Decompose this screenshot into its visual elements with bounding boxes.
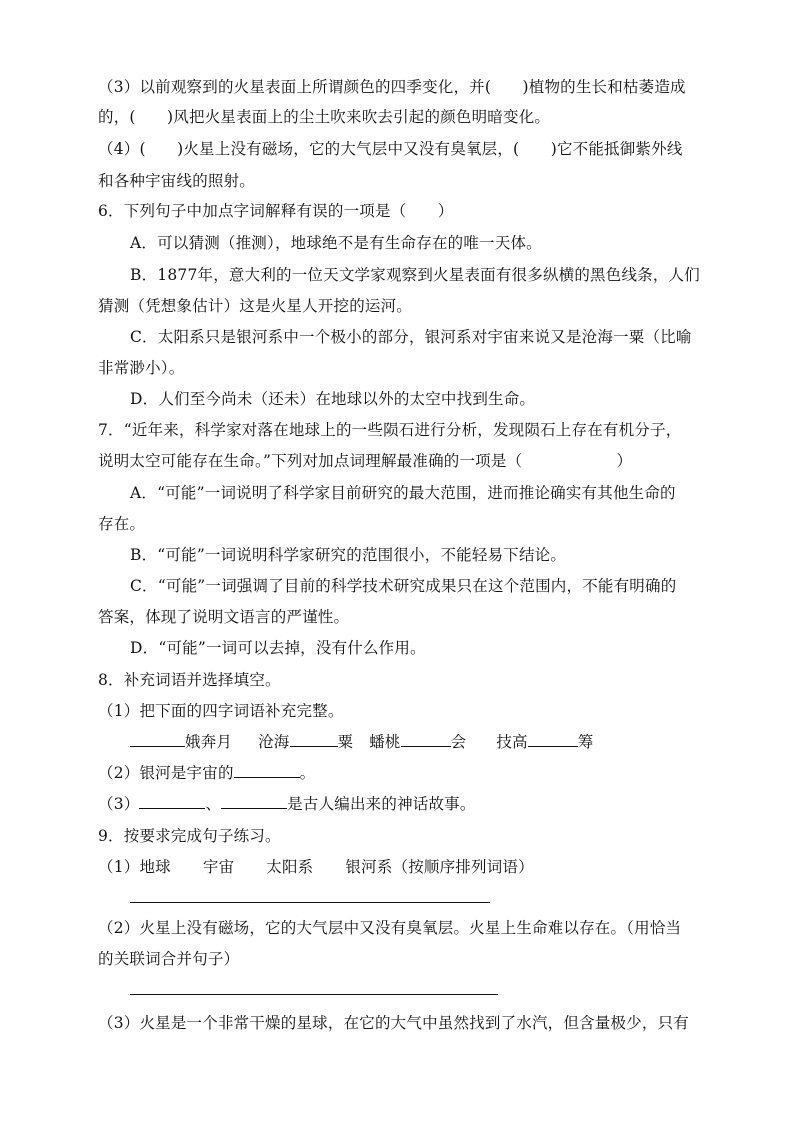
- fill-blank-1[interactable]: [130, 732, 185, 747]
- q9-s3-line1: （3）火星是一个非常干燥的星球，在它的大气中虽然找到了水汽，但含量极少，只有: [98, 1014, 689, 1032]
- word-3a-text: 蟠桃: [369, 733, 401, 751]
- fill-blank-4[interactable]: [528, 732, 578, 747]
- q5-s4-line2: 和各种宇宙线的照射。: [98, 172, 256, 190]
- q7-option-c-line1: C．“可能”一词强调了目前的科学技术研究成果只在这个范围内，不能有明确的: [130, 577, 677, 595]
- q6-option-d: D．人们至今尚未（还未）在地球以外的太空中找到生命。: [130, 390, 536, 408]
- fill-blank-6[interactable]: [139, 794, 205, 809]
- q8-s2-text: （2）银河是宇宙的: [98, 764, 234, 782]
- q8-s3-label: （3）: [98, 795, 140, 813]
- q9-s1-word-1: （1）地球: [98, 858, 171, 876]
- word-2b-text: 粟: [337, 733, 354, 751]
- q8-s3: [98, 794, 704, 814]
- q6-stem: 6．下列句子中加点字词解释有误的一项是（ ）: [98, 202, 454, 220]
- q7-stem-line2: 说明太空可能存在生命。”下列对加点词理解最准确的一项是（ ）: [98, 452, 633, 470]
- q9-s2-answer-line[interactable]: [130, 994, 498, 995]
- q9-stem: 9．按要求完成句子练习。: [98, 827, 281, 845]
- q6-option-c-line2: 非常渺小）。: [98, 359, 185, 377]
- q5-s4-line1: （4）( )火星上没有磁场，它的大气层中又没有臭氧层，( )它不能抵御紫外线: [98, 140, 683, 158]
- fill-blank-7[interactable]: [221, 794, 287, 809]
- q9-s1: [98, 857, 704, 877]
- fill-blank-2[interactable]: [290, 732, 338, 747]
- q6-option-b-line2: 猜测（凭想象估计）这是火星人开挖的运河。: [98, 297, 413, 315]
- q5-s3-line2: 的，( )风把火星表面上的尘土吹来吹去引起的颜色明暗变化。: [98, 108, 551, 126]
- q7-option-d: D．“可能”一词可以去掉，没有什么作用。: [130, 639, 426, 657]
- q8-s2-end: 。: [299, 764, 316, 782]
- q8-s3-text: 是古人编出来的神话故事。: [287, 795, 476, 813]
- q6-option-b-line1: B．1877年，意大利的一位天文学家观察到火星表面有很多纵横的黑色线条，人们: [130, 266, 700, 284]
- word-1-text: 娥奔月: [185, 733, 233, 751]
- word-4a-text: 技高: [496, 733, 528, 751]
- q8-word-row: [130, 732, 704, 752]
- q6-option-a: A．可以猜测（推测），地球绝不是有生命存在的唯一天体。: [130, 234, 542, 252]
- q6-option-c-line1: C．太阳系只是银河系中一个极小的部分，银河系对宇宙来说又是沧海一粟（比喻: [130, 328, 692, 346]
- q8-s2: [98, 763, 704, 783]
- q7-option-a-line1: A．“可能”一词说明了科学家目前研究的最大范围，进而推论确实有其他生命的: [130, 484, 676, 502]
- word-3b-text: 会: [450, 733, 467, 751]
- q7-option-a-line2: 存在。: [98, 515, 146, 533]
- q7-option-c-line2: 答案，体现了说明文语言的严谨性。: [98, 608, 350, 626]
- q7-option-b: B．“可能”一词说明科学家研究的范围很小，不能轻易下结论。: [130, 546, 567, 564]
- word-2a-text: 沧海: [258, 733, 290, 751]
- fill-blank-5[interactable]: [234, 763, 300, 778]
- q9-s2-line2: 的关联词合并句子）: [98, 950, 240, 968]
- q8-s3-sep: 、: [205, 795, 222, 813]
- q9-s1-word-4: 银河系（按顺序排列词语）: [345, 858, 534, 876]
- q8-s1: （1）把下面的四字词语补充完整。: [98, 702, 344, 720]
- q8-stem: 8．补充词语并选择填空。: [98, 671, 281, 689]
- q7-stem-line1: 7．“近年来，科学家对落在地球上的一些陨石进行分析，发现陨石上存在有机分子，: [98, 421, 682, 439]
- q9-s1-answer-line[interactable]: [130, 902, 490, 903]
- q5-s3-line1: （3）以前观察到的火星表面上所谓颜色的四季变化，并( )植物的生长和枯萎造成: [98, 78, 686, 96]
- q9-s1-word-2: 宇宙: [202, 858, 235, 876]
- q9-s1-word-3: 太阳系: [266, 858, 314, 876]
- fill-blank-3[interactable]: [401, 732, 451, 747]
- q9-s2-line1: （2）火星上没有磁场，它的大气层中又没有臭氧层。火星上生命难以存在。（用恰当: [98, 919, 682, 937]
- word-4b-text: 筹: [577, 733, 594, 751]
